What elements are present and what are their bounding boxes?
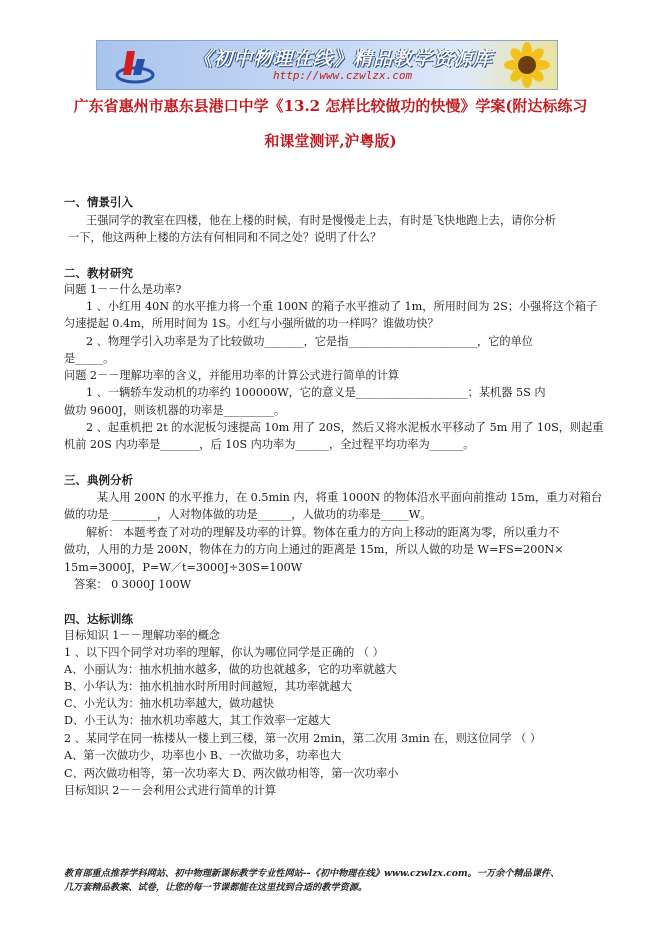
text-line: 是_____。 [64, 352, 115, 365]
text-line: 解析： 本题考查了对功的理解及功率的计算。物体在重力的方向上移动的距离为零，所以重力不 [86, 526, 560, 539]
text-line: 王强同学的教室在四楼，他在上楼的时候，有时是慢慢走上去，有时是飞快地跑上去，请你分析 [86, 214, 556, 227]
text-line: 做的功是 ________，人对物体做的功是______，人做功的功率是_____W。 [64, 508, 432, 521]
text-line: 15m=3000J，P=W／t=3000J÷30S=100W [64, 561, 303, 574]
text-line: 某人用 200N 的水平推力，在 0.5min 内，将重 1000N 的物体沿水平面向前推动 15m，重力对箱台 [97, 491, 603, 504]
section-heading: 四、达标训练 [64, 612, 133, 626]
text-line: 做功，人用的力是 200N，物体在力的方向上通过的距离是 15m，所以人做的功是 W=FS=200N× [64, 543, 564, 556]
text-line: 1 、以下四个同学对功率的理解，你认为哪位同学是正确的 （ ） [64, 646, 384, 659]
section-heading: 一、情景引入 [64, 195, 133, 209]
text-line: 答案： 0 3000J 100W [74, 578, 192, 591]
footer-line-1: 教育部重点推荐学科网站、初中物理新课标教学专业性网站--《初中物理在线》www.czwlzx.com。一万余个精品课件、 [64, 868, 560, 879]
header-banner [96, 40, 558, 90]
text-line: 问题 2－－理解功率的含义，并能用功率的计算公式进行简单的计算 [64, 369, 400, 382]
banner-url: http://www.czwlzx.com [273, 69, 413, 82]
document-title-line-1: 广东省惠州市惠东县港口中学《13.2 怎样比较做功的快慢》学案(附达标练习 [73, 97, 588, 115]
text-line: 2 、起重机把 2t 的水泥板匀速提高 10m 用了 20S，然后又将水泥板水平移动了 5m 用了 10S，则起重 [86, 421, 604, 434]
footer-line-2: 几万套精品教案、试卷，让您的每一节课都能在这里找到合适的教学资源。 [64, 882, 368, 893]
section-heading: 三、典例分析 [64, 473, 133, 487]
text-line: 做功 9600J，则该机器的功率是_________。 [64, 404, 286, 417]
text-line: 2 、物理学引入功率是为了比较做功_______，它是指_______________________，它的单位 [86, 335, 533, 348]
text-line: B、小华认为：抽水机抽水时所用时间越短，其功率就越大 [64, 680, 352, 693]
text-line: 目标知识 2－－会利用公式进行简单的计算 [64, 784, 277, 797]
text-line: 目标知识 1－－理解功率的概念 [64, 629, 221, 642]
text-line: C、两次做功相等，第一次功率大 D、两次做功相等，第一次功率小 [64, 767, 399, 780]
text-line: 一下，他这两种上楼的方法有何相同和不同之处？说明了什么？ [68, 231, 382, 244]
sunflower-icon [491, 41, 555, 89]
text-line: A、小丽认为：抽水机抽水越多，做的功也就越多，它的功率就越大 [64, 663, 397, 676]
text-line: A、第一次做功少，功率也小 B、一次做功多，功率也大 [64, 749, 342, 762]
banner-title: 《初中物理在线》精品教学资源库 [193, 48, 494, 70]
text-line: 问题 1－－什么是功率? [64, 283, 182, 296]
text-line: 1 、一辆轿车发动机的功率约 100000W，它的意义是____________________；某机器 5S 内 [86, 386, 546, 399]
text-line: C、小光认为：抽水机功率越大，做功越快 [64, 697, 274, 710]
text-line: D、小王认为：抽水机功率越大，其工作效率一定越大 [64, 714, 331, 727]
text-line: 2 、某同学在同一栋楼从一楼上到三楼，第一次用 2min，第二次用 3min 在，则这位同学 （ ） [64, 732, 542, 745]
site-logo-icon [115, 45, 155, 85]
text-line: 匀速提起 0.4m，所用时间为 1S。小红与小强所做的功一样吗？谁做功快？ [64, 317, 439, 330]
text-line: 机前 20S 内功率是_______，后 10S 内功率为______，全过程平均功率为______。 [64, 438, 475, 451]
text-line: 1 、小红用 40N 的水平推力将一个重 100N 的箱子水平推动了 1m，所用时间为 2S；小强将这个箱子 [86, 300, 598, 313]
document-title-line-2: 和课堂测评,沪粤版) [264, 132, 397, 150]
section-heading: 二、教材研究 [64, 266, 133, 280]
